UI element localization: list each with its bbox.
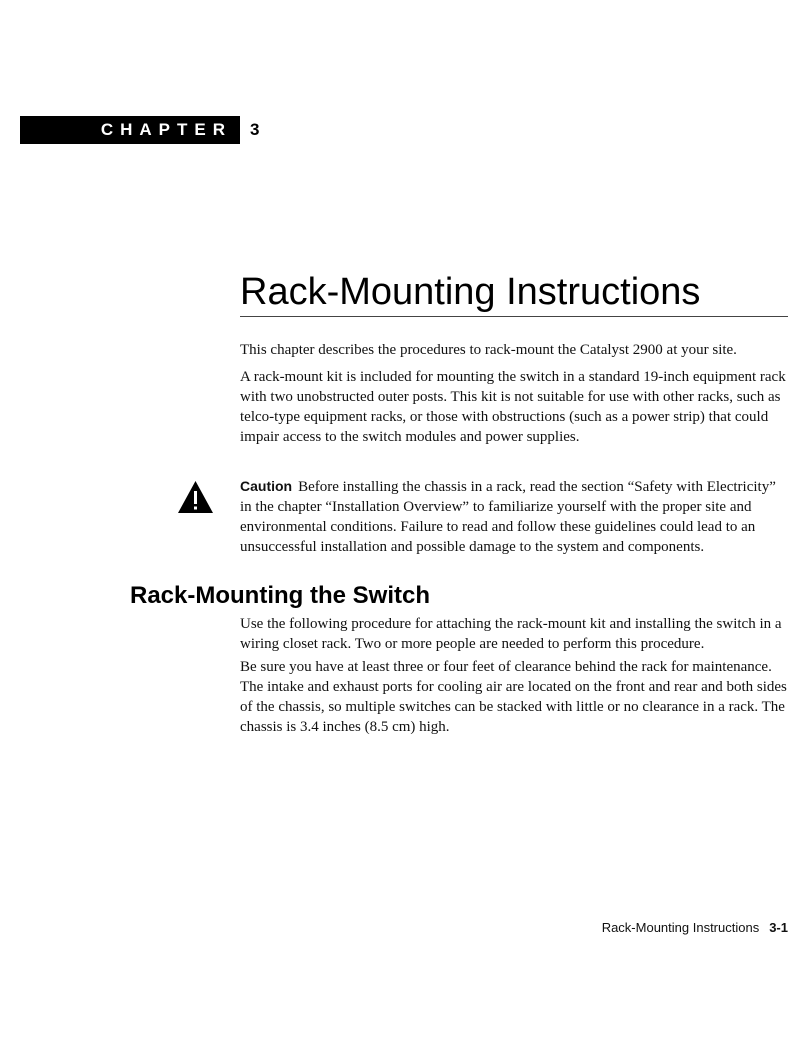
chapter-banner [20,116,240,144]
warning-triangle-icon [177,480,214,514]
intro-paragraph-1: This chapter describes the procedures to rack-mount the Catalyst 2900 at your site. [240,342,737,358]
footer-title: Rack-Mounting Instructions [601,920,760,935]
section-paragraph-2: Be sure you have at least three or four feet of clearance behind the rack for maintenance. The intake and exhaust ports for cooling air are located on the front and rear and both sides of the chassis, so multiple switches can be stacked with little or no clearance in a rack. The chassis is 3.4 inches (8.5 cm) high. [240,659,787,735]
caution-note [240,476,788,557]
page-footer [602,920,788,936]
chapter-number: 3 [250,120,260,139]
chapter-label: CHAPTER [100,120,232,139]
caution-label: Caution [240,478,293,494]
section-heading: Rack-Mounting the Switch [130,582,430,609]
caution-text: Before installing the chassis in a rack, read the section “Safety with Electricity” in the chapter “Installation Overview” to familiarize yourself with the proper site and environmental conditions. Failure to read and follow these guidelines could lead to an unsuccessful installation and possible damage to the system and components. [240,479,776,555]
page-number: 3-1 [769,920,788,935]
section-paragraph-1: Use the following procedure for attaching the rack-mount kit and installing the switch in a wiring closet rack. Two or more people are needed to perform this procedure. [240,616,782,652]
page-title: Rack-Mounting Instructions [240,271,701,313]
intro-paragraph-2: A rack-mount kit is included for mounting the switch in a standard 19-inch equipment rack with two unobstructed outer posts. This kit is not suitable for use with other racks, such as telco-type equipment racks, or those with obstructions (such as a power strip) that could impair access to the switch modules and power supplies. [240,369,786,445]
title-divider [240,316,788,317]
